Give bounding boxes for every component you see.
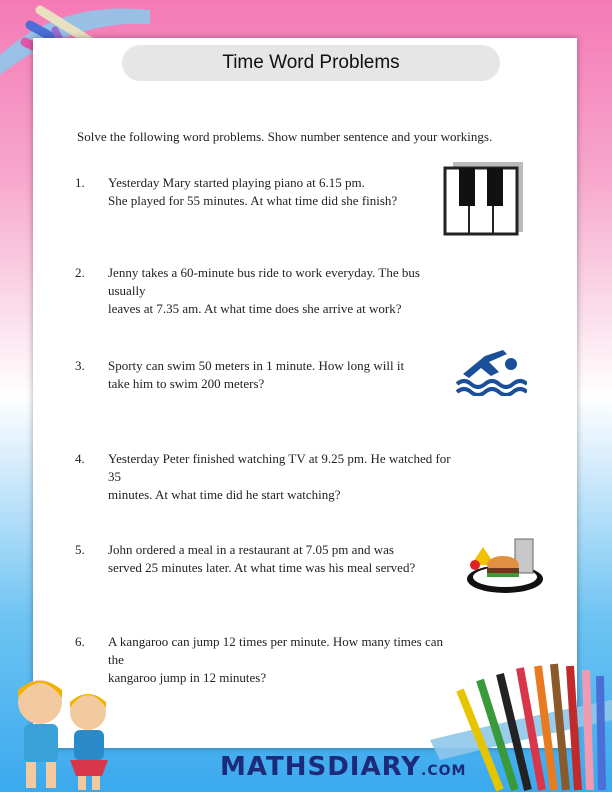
problem-number: 5. xyxy=(75,542,85,557)
title-bar xyxy=(122,45,500,81)
problem-number: 1. xyxy=(75,175,85,190)
problem-number: 2. xyxy=(75,265,85,280)
problem-text: kangaroo jump in 12 minutes? xyxy=(108,670,267,685)
problem-text: Sporty can swim 50 meters in 1 minute. How long will it xyxy=(108,358,405,373)
page-title: Time Word Problems xyxy=(222,52,400,73)
kids-decoration xyxy=(10,672,120,792)
problem-text: John ordered a meal in a restaurant at 7.05 pm and was xyxy=(108,542,394,557)
problem-text: Yesterday Mary started playing piano at 6.15 pm. xyxy=(108,175,365,190)
problem-number: 6. xyxy=(75,634,85,649)
swimmer-icon xyxy=(455,344,527,396)
logo-main: MATHSDIARY xyxy=(220,752,422,782)
problem-text: take him to swim 200 meters? xyxy=(108,376,265,391)
meal-icon xyxy=(465,535,549,599)
problem-text: A kangaroo can jump 12 times per minute. How many times can the xyxy=(108,634,444,667)
problem-text: She played for 55 minutes. At what time did she finish? xyxy=(108,193,398,208)
problem-text: Jenny takes a 60-minute bus ride to work everyday. The bus usually xyxy=(108,265,420,298)
problem-number: 4. xyxy=(75,451,85,466)
piano-icon xyxy=(441,158,525,236)
problem-text: Yesterday Peter finished watching TV at 9.25 pm. He watched for 35 xyxy=(108,451,451,484)
problem-text: served 25 minutes later. At what time was his meal served? xyxy=(108,560,416,575)
site-logo xyxy=(220,752,466,786)
logo-suffix: .COM xyxy=(421,763,467,779)
instructions: Solve the following word problems. Show number sentence and your workings. xyxy=(77,129,493,144)
problem-text: leaves at 7.35 am. At what time does she arrive at work? xyxy=(108,301,402,316)
problem-number: 3. xyxy=(75,358,85,373)
problem-text: minutes. At what time did he start watching? xyxy=(108,487,341,502)
